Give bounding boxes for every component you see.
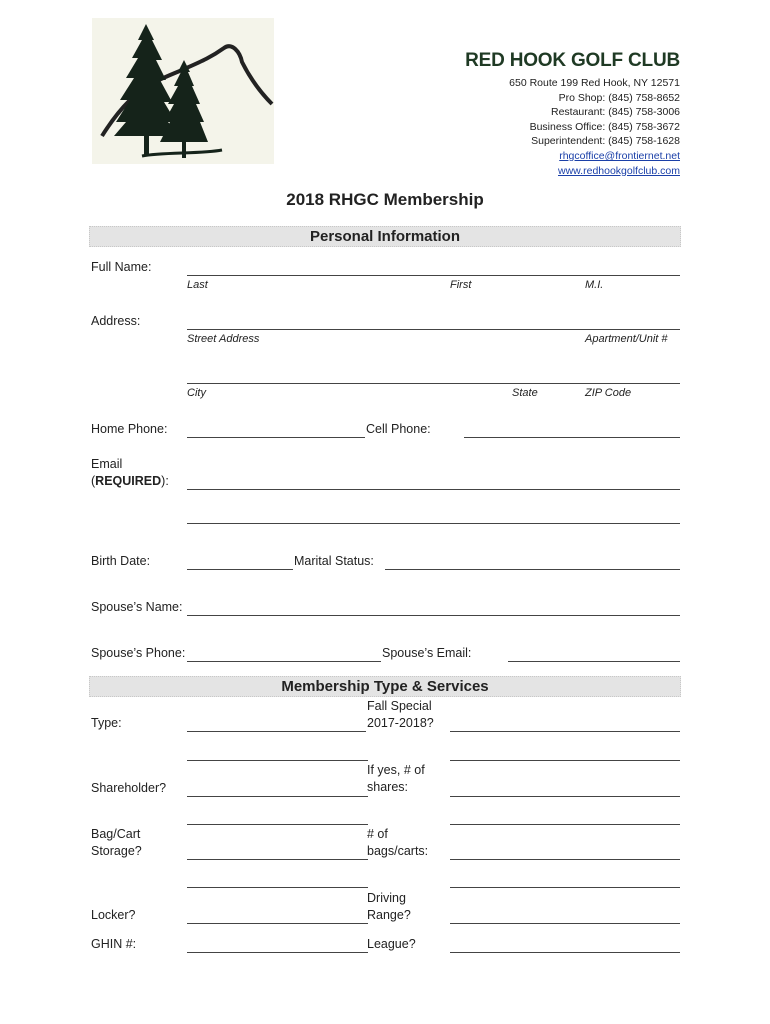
fall-special-line1: Fall Special	[367, 699, 432, 713]
fall-special-field-second-line[interactable]	[450, 760, 680, 761]
email-field-second-line[interactable]	[187, 523, 680, 524]
full-name-label: Full Name:	[91, 260, 152, 274]
form-title: 2018 RHGC Membership	[286, 190, 484, 209]
street-address-field[interactable]	[187, 329, 680, 330]
required-text: REQUIRED	[95, 474, 162, 488]
shareholder-field-second-line[interactable]	[187, 824, 368, 825]
spouse-phone-label: Spouse’s Phone:	[91, 646, 186, 660]
club-logo-trees-mountains	[92, 18, 274, 164]
league-label: League?	[367, 937, 416, 951]
spouse-email-label: Spouse’s Email:	[382, 646, 472, 660]
apartment-caption: Apartment/Unit #	[585, 333, 668, 345]
spouse-name-label: Spouse’s Name:	[91, 600, 183, 614]
type-field-second-line[interactable]	[187, 760, 368, 761]
first-name-caption: First	[450, 279, 472, 291]
bags-count-label	[367, 826, 428, 860]
cell-phone-label: Cell Phone:	[366, 422, 431, 436]
email-field[interactable]	[187, 489, 680, 490]
marital-status-label: Marital Status:	[294, 554, 374, 568]
zip-caption: ZIP Code	[585, 387, 632, 399]
fall-special-label	[367, 698, 434, 732]
bag-cart-line1: Bag/Cart	[91, 827, 141, 841]
cell-phone-field[interactable]	[464, 437, 680, 438]
pro-shop-phone: Pro Shop: (845) 758-8652	[558, 91, 680, 104]
locker-label: Locker?	[91, 908, 136, 922]
bag-cart-field-second-line[interactable]	[187, 887, 368, 888]
shares-field[interactable]	[450, 796, 680, 797]
driving-range-line2: Range?	[367, 908, 411, 922]
city-state-zip-field[interactable]	[187, 383, 680, 384]
type-field[interactable]	[187, 731, 366, 732]
type-label: Type:	[91, 716, 122, 730]
section-membership-type-services: Membership Type & Services	[89, 676, 681, 697]
club-name: RED HOOK GOLF CLUB	[465, 50, 680, 71]
shareholder-label: Shareholder?	[91, 781, 167, 795]
bag-cart-storage-label	[91, 826, 142, 860]
spouse-email-field[interactable]	[508, 661, 680, 662]
bags-count-field[interactable]	[450, 859, 680, 860]
middle-initial-caption: M.I.	[585, 279, 604, 291]
locker-field[interactable]	[187, 923, 368, 924]
last-name-caption: Last	[187, 279, 208, 291]
club-address: 650 Route 199 Red Hook, NY 12571	[509, 77, 680, 89]
driving-range-label	[367, 890, 411, 924]
contact-block	[509, 76, 680, 178]
ghin-field[interactable]	[187, 952, 368, 953]
driving-range-field[interactable]	[450, 923, 680, 924]
bags-count-line1: # of	[367, 827, 388, 841]
business-office-phone: Business Office: (845) 758-3672	[529, 120, 680, 133]
birth-date-label: Birth Date:	[91, 554, 151, 568]
marital-status-field[interactable]	[385, 569, 680, 570]
home-phone-field[interactable]	[187, 437, 365, 438]
email-label-text: Email	[91, 457, 123, 471]
shares-field-second-line[interactable]	[450, 824, 680, 825]
superintendent-phone: Superintendent: (845) 758-1628	[531, 135, 680, 148]
city-caption: City	[187, 387, 206, 399]
home-phone-label: Home Phone:	[91, 422, 168, 436]
restaurant-phone: Restaurant: (845) 758-3006	[551, 106, 680, 119]
spouse-name-field[interactable]	[187, 615, 680, 616]
league-field[interactable]	[450, 952, 680, 953]
shares-line2: shares:	[367, 780, 408, 794]
website-link[interactable]: www.redhookgolfclub.com	[558, 164, 680, 177]
birth-date-field[interactable]	[187, 569, 293, 570]
email-required-note: (REQUIRED):	[91, 474, 169, 488]
ghin-label: GHIN #:	[91, 937, 137, 951]
email-link[interactable]: rhgcoffice@frontiernet.net	[559, 149, 680, 162]
state-caption: State	[512, 387, 538, 399]
driving-range-line1: Driving	[367, 891, 406, 905]
bags-count-field-second-line[interactable]	[450, 887, 680, 888]
street-address-caption: Street Address	[187, 333, 260, 345]
bag-cart-line2: Storage?	[91, 844, 142, 858]
section-personal-information: Personal Information	[89, 226, 681, 247]
shares-label	[367, 762, 425, 796]
bags-count-line2: bags/carts:	[367, 844, 429, 858]
spouse-phone-field[interactable]	[187, 661, 381, 662]
shareholder-field[interactable]	[187, 796, 368, 797]
address-label: Address:	[91, 314, 141, 328]
full-name-field[interactable]	[187, 275, 680, 276]
email-label	[91, 456, 169, 490]
fall-special-line2: 2017-2018?	[367, 716, 434, 730]
bag-cart-storage-field[interactable]	[187, 859, 368, 860]
fall-special-field[interactable]	[450, 731, 680, 732]
shares-line1: If yes, # of	[367, 763, 425, 777]
